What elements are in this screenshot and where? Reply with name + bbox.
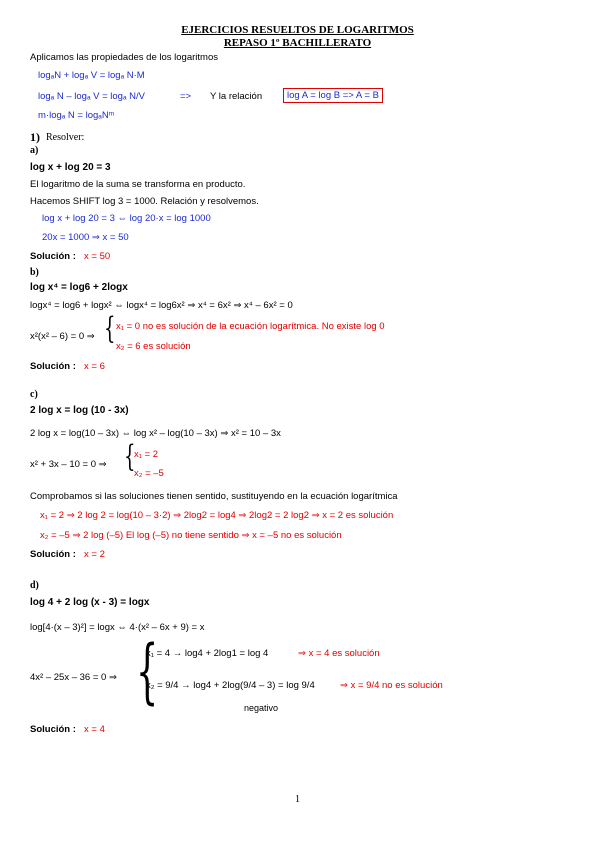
property-power: m·logₐ N = logₐNᵐ: [38, 110, 115, 121]
exercise-b-root-1-text: x₁ = 0 no es solución de la ecuación logarítmica. No existe log 0: [116, 321, 385, 332]
exercise-d-root-1-result: ⇒ x = 4 es solución: [298, 648, 380, 659]
exercise-c-solution-label: Solución :: [30, 549, 76, 560]
relation-box: log A = log B => A = B: [283, 88, 383, 103]
exercise-c-quadratic: x² + 3x – 10 = 0 ⇒: [30, 459, 107, 470]
exercise-d-root-2-result: ⇒ x = 9/4 no es solución: [340, 680, 443, 691]
exercise-b-solution-value: x = 6: [84, 361, 105, 372]
brace-b: {: [104, 311, 116, 346]
exercise-a-step-1: log x + log 20 = 3 ⇔ log 20·x = log 1000: [42, 213, 211, 224]
section-label: Resolver:: [46, 132, 85, 143]
property-sum: logₐN + logₐ V = logₐ N·M: [38, 70, 145, 81]
exercise-d-step-1: log[4·(x – 3)²] = logx ⇔ 4·(x² – 6x + 9) = x: [30, 622, 205, 633]
exercise-d-quadratic: 4x² – 25x – 36 = 0 ⇒: [30, 672, 117, 683]
exercise-c-root-2: x₂ = –5: [134, 468, 164, 479]
exercise-d-solution-label: Solución :: [30, 724, 76, 735]
intro-heading: Aplicamos las propiedades de los logaritmos: [30, 52, 218, 63]
exercise-a-solution-value: x = 50: [84, 251, 111, 262]
property-difference: logₐ N – logₐ V = logₐ N/V: [38, 91, 145, 102]
exercise-b-root-2: [116, 341, 191, 352]
brace-d: {: [136, 630, 159, 712]
exercise-b-label: b): [30, 267, 39, 278]
exercise-d-root-2-check: x₂ = 9/4 → log4 + 2log(9/4 – 3) = log 9/4: [146, 680, 315, 691]
exercise-b-root-2-text: x₂ = 6 es solución: [116, 341, 191, 352]
exercise-a-solution-label: Solución :: [30, 251, 76, 262]
exercise-c-check-text: Comprobamos si las soluciones tienen sentido, sustituyendo en la ecuación logarítmica: [30, 491, 398, 502]
document-subtitle: REPASO 1º BACHILLERATO: [223, 37, 372, 49]
exercise-a-text-2: Hacemos SHIFT log 3 = 1000. Relación y resolvemos.: [30, 196, 259, 207]
arrow-implies: =>: [180, 91, 192, 102]
exercise-d-solution-value: x = 4: [84, 724, 105, 735]
exercise-a-text-1: El logaritmo de la suma se transforma en producto.: [30, 179, 246, 190]
exercise-a-label: a): [30, 145, 39, 156]
relation-label: Y la relación: [210, 91, 263, 102]
exercise-b-factor: x²(x² – 6) = 0 ⇒: [30, 331, 95, 342]
exercise-b-step-1: logx⁴ = log6 + logx² ⇔ logx⁴ = log6x² ⇒ x⁴ = 6x² ⇒ x⁴ – 6x² = 0: [30, 300, 293, 311]
section-number: 1): [30, 130, 40, 144]
exercise-c-step-1: 2 log x = log(10 – 3x) ⇔ log x² – log(10 – 3x) ⇒ x² = 10 – 3x: [30, 428, 281, 439]
page-number: 1: [295, 794, 300, 805]
document-title: EJERCICIOS RESUELTOS DE LOGARITMOS: [181, 24, 414, 36]
exercise-c-label: c): [30, 389, 38, 400]
exercise-b-equation: log x⁴ = log6 + 2logx: [30, 282, 128, 293]
exercise-d-equation: log 4 + 2 log (x - 3) = logx: [30, 597, 150, 608]
exercise-b-root-1: [116, 321, 385, 332]
exercise-a-equation: log x + log 20 = 3: [30, 162, 111, 173]
exercise-b-solution-label: Solución :: [30, 361, 76, 372]
exercise-c-check-1: x₁ = 2 ⇒ 2 log 2 = log(10 – 3·2) ⇒ 2log2 = log4 ⇒ 2log2 = 2 log2 ⇒ x = 2 es solución: [40, 510, 394, 521]
exercise-a-step-2: 20x = 1000 ⇒ x = 50: [42, 232, 129, 243]
exercise-c-solution-value: x = 2: [84, 549, 105, 560]
exercise-d-negative-note: negativo: [244, 703, 279, 713]
exercise-c-equation: 2 log x = log (10 - 3x): [30, 405, 129, 416]
brace-c: {: [124, 439, 136, 474]
exercise-c-check-2: x₂ = –5 ⇒ 2 log (–5) El log (–5) no tiene sentido ⇒ x = –5 no es solución: [40, 530, 342, 541]
exercise-d-root-1-check: x₁ = 4 → log4 + 2log1 = log 4: [146, 648, 269, 659]
exercise-c-root-1: x₁ = 2: [134, 449, 159, 460]
exercise-d-label: d): [30, 580, 39, 591]
